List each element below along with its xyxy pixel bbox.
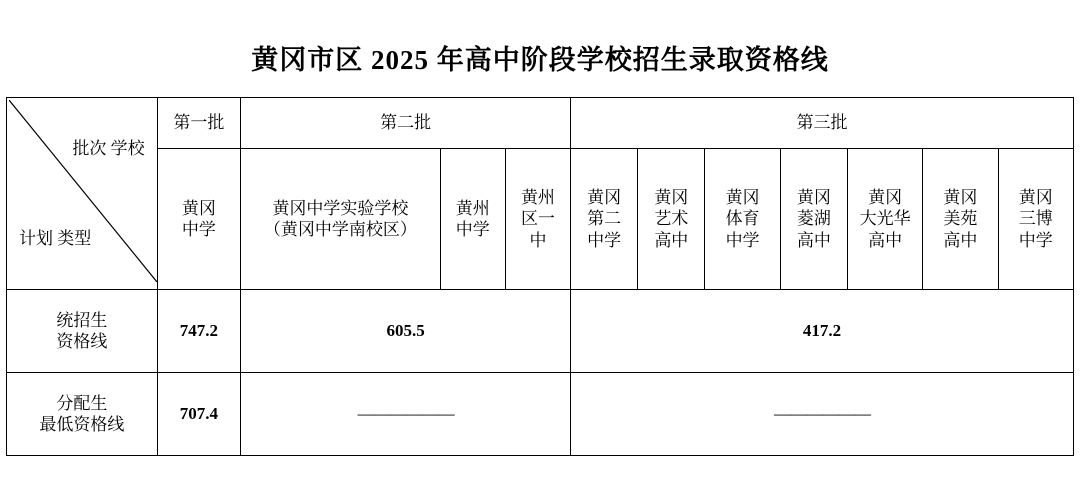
school-label-line2: （黄冈中学南校区）: [263, 220, 417, 239]
school-label-line1: 黄冈: [181, 198, 216, 218]
table-row-tongzhaosheng: [7, 290, 1074, 373]
school-label-line1: 黄州: [455, 198, 490, 218]
corner-label-school: 学校: [110, 139, 145, 158]
school-label-line1: 黄冈中学实验学校: [272, 198, 409, 218]
school-label-line2: 区一: [520, 209, 555, 229]
school-label-line2: 三博: [1018, 209, 1053, 229]
school-label-line3: 中学: [587, 230, 622, 250]
batch-header-3: 第三批: [571, 98, 1074, 149]
school-label-line2: 大光华: [859, 209, 911, 229]
page-title: 黄冈市区 2025 年高中阶段学校招生录取资格线: [251, 45, 829, 75]
corner-label-bottom: [19, 228, 91, 251]
school-header-huanggang-sanbo-zhongxue: [998, 149, 1073, 290]
school-header-huanggang-yishu-gaozhong: [638, 149, 705, 290]
school-label-line1: 黄冈: [654, 188, 689, 208]
cell-tongzhaosheng-batch3: 417.2: [571, 290, 1074, 373]
school-label-line1: 黄冈: [796, 188, 831, 208]
school-label-line2: 菱湖: [796, 209, 831, 229]
school-label-line2: 中学: [181, 220, 216, 239]
diagonal-divider-icon: [9, 100, 157, 282]
school-label-line2: 体育: [725, 209, 760, 229]
school-label-line1: 黄州: [520, 188, 555, 208]
corner-label-top: [72, 138, 144, 161]
row-label-fenpeisheng: [7, 373, 158, 456]
school-label-line2: 中学: [455, 220, 490, 239]
school-label-line1: 黄冈: [725, 188, 760, 208]
school-header-huanggang-meiyuan-gaozhong: [923, 149, 998, 290]
school-label-line3: 中: [529, 230, 547, 250]
corner-header-cell: [7, 98, 158, 290]
school-header-huangzhouqu-yizhong: [505, 149, 570, 290]
school-label-line2: 第二: [587, 209, 622, 229]
table-header-school-row: [7, 149, 1074, 290]
row-label-line2: 资格线: [56, 332, 108, 351]
school-header-shiyan-xuexiao: [241, 149, 441, 290]
row-label-line2: 最低资格线: [39, 415, 125, 434]
row-label-line1: 分配生: [56, 393, 108, 413]
school-label-line3: 中学: [725, 230, 760, 250]
school-label-line3: 高中: [796, 230, 831, 250]
school-label-line3: 中学: [1018, 230, 1053, 250]
school-label-line3: 高中: [868, 230, 903, 250]
school-label-line1: 黄冈: [587, 188, 622, 208]
batch-header-2: 第二批: [241, 98, 571, 149]
school-header-huanggang-dier-zhongxue: [571, 149, 638, 290]
corner-label-batch: 批次: [72, 139, 107, 158]
school-label-line1: 黄冈: [868, 188, 903, 208]
school-header-huanggang-zhongxue: [157, 149, 240, 290]
school-label-line1: 黄冈: [1018, 188, 1053, 208]
school-header-huanggang-daguanghua-gaozhong: [847, 149, 922, 290]
corner-label-plan: 计划: [19, 229, 53, 249]
table-header-batch-row: [7, 98, 1074, 149]
school-label-line2: 艺术: [654, 209, 689, 229]
cell-tongzhaosheng-batch1: 747.2: [157, 290, 240, 373]
batch-header-1: 第一批: [157, 98, 240, 149]
cell-fenpeisheng-batch2: ——————: [241, 373, 571, 456]
school-header-huangzhou-zhongxue: [440, 149, 505, 290]
school-label-line3: 高中: [943, 230, 978, 250]
school-label-line1: 黄冈: [943, 188, 978, 208]
admission-score-table: [6, 97, 1074, 456]
school-header-huanggang-tiyu-zhongxue: [705, 149, 780, 290]
row-label-tongzhaosheng: [7, 290, 158, 373]
school-label-line3: 高中: [654, 230, 689, 250]
school-header-huanggang-linghu-gaozhong: [780, 149, 847, 290]
corner-label-type: 类型: [57, 229, 92, 249]
row-label-line1: 统招生: [56, 310, 108, 330]
cell-fenpeisheng-batch3: ——————: [571, 373, 1074, 456]
school-label-line2: 美苑: [943, 209, 978, 229]
table-row-fenpeisheng: [7, 373, 1074, 456]
cell-tongzhaosheng-batch2: 605.5: [241, 290, 571, 373]
cell-fenpeisheng-batch1: 707.4: [157, 373, 240, 456]
